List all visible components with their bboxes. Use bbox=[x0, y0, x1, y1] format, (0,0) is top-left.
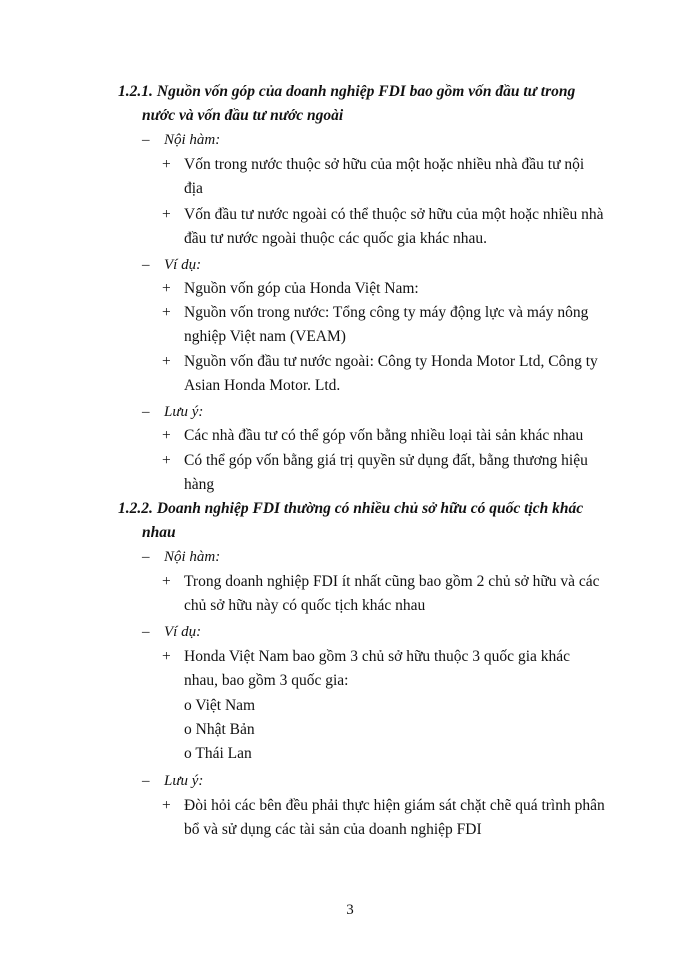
section-heading-1-2-1 bbox=[118, 80, 634, 128]
section-title-line2: nước và vốn đầu tư nước ngoài bbox=[142, 107, 344, 124]
page-number: 3 bbox=[346, 902, 354, 918]
list-item: + Honda Việt Nam bao gồm 3 chủ sở hữu thuộc 3 quốc gia khác nhau, bao gồm 3 quốc gia: bbox=[162, 645, 634, 693]
list-item: + Các nhà đầu tư có thể góp vốn bằng nhiều loại tài sản khác nhau bbox=[162, 424, 634, 448]
dash-bullet: – bbox=[142, 624, 150, 640]
group-label-vi-du: – Ví dụ: bbox=[142, 620, 201, 644]
plus-bullet: + bbox=[162, 427, 171, 444]
sub-list-item: o Thái Lan bbox=[184, 745, 252, 762]
plus-bullet: + bbox=[162, 156, 171, 173]
group-label-vi-du: – Ví dụ: bbox=[142, 253, 201, 277]
group-label-luu-y: – Lưu ý: bbox=[142, 769, 203, 793]
plus-bullet: + bbox=[162, 452, 171, 469]
section-number: 1.2.2. bbox=[118, 500, 153, 517]
dash-bullet: – bbox=[142, 257, 150, 273]
section-number: 1.2.1. bbox=[118, 83, 153, 100]
dash-bullet: – bbox=[142, 549, 150, 565]
list-item: + Nguồn vốn góp của Honda Việt Nam: bbox=[162, 277, 634, 301]
dash-bullet: – bbox=[142, 773, 150, 789]
section-title-line2: nhau bbox=[142, 524, 176, 541]
list-item: + Đòi hỏi các bên đều phải thực hiện giám sát chặt chẽ quá trình phân bổ và sử dụng các tài sản của doanh nghiệp FDI bbox=[162, 794, 634, 842]
list-item: + Nguồn vốn đầu tư nước ngoài: Công ty Honda Motor Ltd, Công ty Asian Honda Motor. Ltd. bbox=[162, 350, 634, 398]
list-item: + Vốn trong nước thuộc sở hữu của một hoặc nhiều nhà đầu tư nội địa bbox=[162, 153, 634, 201]
dash-bullet: – bbox=[142, 404, 150, 420]
list-item: + Có thể góp vốn bằng giá trị quyền sử dụng đất, bằng thương hiệu hàng bbox=[162, 449, 634, 497]
list-item: + Trong doanh nghiệp FDI ít nhất cũng bao gồm 2 chủ sở hữu và các chủ sở hữu này có quốc tịch khác nhau bbox=[162, 570, 634, 618]
list-item: + Vốn đầu tư nước ngoài có thể thuộc sở hữu của một hoặc nhiều nhà đầu tư nước ngoài thuộc các quốc gia khác nhau. bbox=[162, 203, 634, 251]
sub-list-item: o Nhật Bản bbox=[184, 721, 255, 738]
dash-bullet: – bbox=[142, 132, 150, 148]
group-label-luu-y: – Lưu ý: bbox=[142, 400, 203, 424]
plus-bullet: + bbox=[162, 797, 171, 814]
plus-bullet: + bbox=[162, 648, 171, 665]
section-title-line1: Doanh nghiệp FDI thường có nhiều chủ sở hữu có quốc tịch khác bbox=[156, 500, 584, 517]
group-label-noi-ham: – Nội hàm: bbox=[142, 545, 220, 569]
plus-bullet: + bbox=[162, 206, 171, 223]
plus-bullet: + bbox=[162, 353, 171, 370]
sub-list-item: o Việt Nam bbox=[184, 697, 256, 714]
plus-bullet: + bbox=[162, 573, 171, 590]
plus-bullet: + bbox=[162, 280, 171, 297]
list-item: + Nguồn vốn trong nước: Tổng công ty máy động lực và máy nông nghiệp Việt nam (VEAM) bbox=[162, 301, 634, 349]
plus-bullet: + bbox=[162, 304, 171, 321]
section-heading-1-2-2 bbox=[118, 497, 634, 545]
section-title-line1: Nguồn vốn góp của doanh nghiệp FDI bao gồm vốn đầu tư trong bbox=[156, 83, 576, 100]
group-label-noi-ham: – Nội hàm: bbox=[142, 128, 220, 152]
